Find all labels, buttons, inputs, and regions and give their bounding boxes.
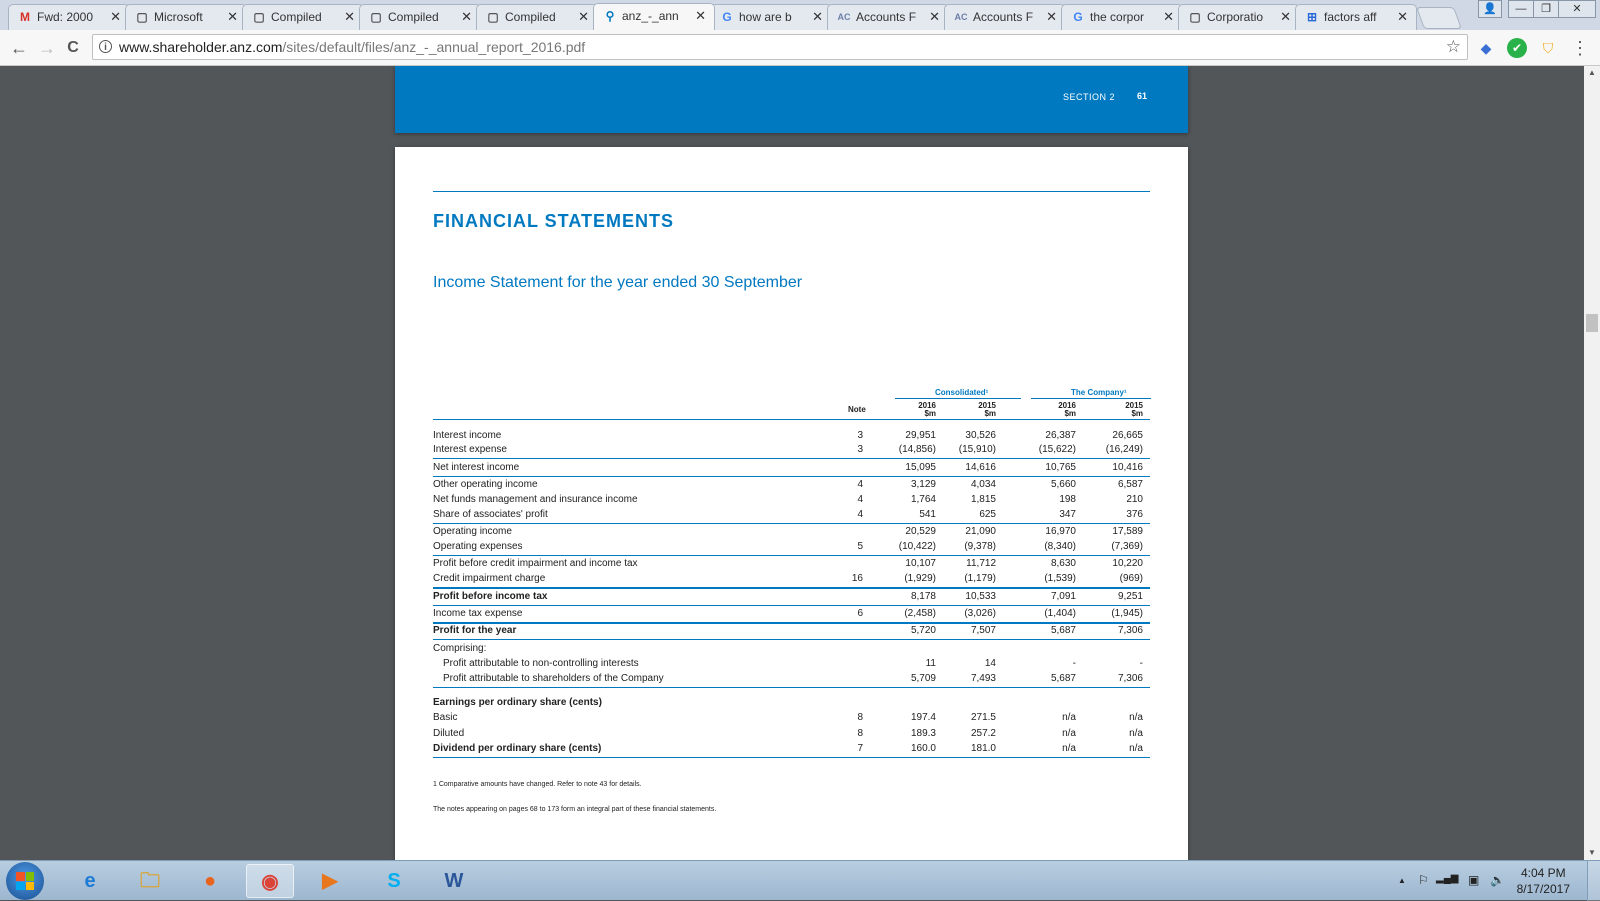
tab-label: anz_-_ann [622,9,679,23]
row-value: (3,026) [964,608,996,619]
row-label: Operating income [433,526,512,537]
unit-label: $m [924,409,936,418]
tab-label: Fwd: 2000 [37,10,94,24]
tab-7[interactable] [827,4,949,30]
scroll-down-arrow-icon[interactable]: ▼ [1588,848,1596,857]
table-row [433,443,1150,457]
row-label: Profit attributable to shareholders of the Company [443,673,664,684]
company-header: The Company¹ [1071,388,1127,397]
row-value: 29,951 [905,430,936,441]
row-value: 10,416 [1112,462,1143,473]
address-bar[interactable] [92,34,1468,60]
table-row [433,590,1150,604]
taskbar-skype-icon[interactable]: S [387,870,401,892]
tab-favicon-icon: G [1073,10,1083,24]
tab-favicon-icon: ▢ [253,10,265,24]
tab-close-icon[interactable]: ✕ [578,9,589,24]
tab-favicon-icon: AC [837,12,851,22]
row-label: Interest expense [433,444,507,455]
row-divider [433,605,1150,606]
row-label: Profit before credit impairment and income tax [433,558,638,569]
taskbar-media-icon[interactable]: ▶ [322,870,338,892]
table-row [433,540,1150,554]
row-value: 5,687 [1050,625,1076,636]
tab-label: factors aff [1324,10,1377,24]
year-label: 2015 [978,401,996,410]
tab-3[interactable] [359,4,481,30]
tab-8[interactable] [944,4,1066,30]
row-value: (1,179) [964,573,996,584]
tab-0[interactable] [8,4,130,30]
url-domain: www.shareholder.anz.com [119,39,283,55]
table-row [433,696,1150,710]
row-value: 14,616 [965,462,996,473]
table-row [433,461,1150,475]
row-value: 5,687 [1050,673,1076,684]
row-label: Other operating income [433,479,538,490]
tab-favicon-icon: ▢ [1189,10,1201,24]
row-note: 3 [857,430,863,441]
url-text[interactable] [119,39,585,55]
footnote: 1 Comparative amounts have changed. Refer to note 43 for details. [433,781,642,788]
taskbar-word-icon[interactable]: W [444,870,464,892]
year-column-header [1036,402,1076,418]
back-button[interactable]: ← [10,38,28,58]
row-label: Net interest income [433,462,520,473]
table-row [433,607,1150,621]
pdf-viewer[interactable] [0,66,1584,860]
row-value: - [1072,658,1076,669]
tab-10[interactable] [1178,4,1300,30]
tab-favicon-icon: ▢ [136,10,148,24]
reload-button[interactable]: C [67,39,79,56]
row-value: 198 [1059,494,1076,505]
table-row [433,624,1150,638]
year-label: 2016 [1058,401,1076,410]
tab-close-icon[interactable]: ✕ [695,8,706,23]
scroll-thumb[interactable] [1586,314,1598,332]
tab-favicon-icon: M [20,10,30,24]
section-label: SECTION 2 [1062,92,1115,102]
table-header-rule [433,419,1150,420]
tab-strip [0,0,1600,30]
row-value: 6,587 [1117,479,1143,490]
tab-label: Compiled [271,10,322,24]
bookmark-star-icon[interactable]: ☆ [1445,37,1461,56]
tab-label: Accounts F [856,10,917,24]
row-value: (15,622) [1038,444,1076,455]
row-label: Profit before income tax [433,591,548,602]
row-note: 16 [851,573,863,584]
tab-favicon-icon: ⊞ [1306,10,1318,24]
row-label: Share of associates' profit [433,509,548,520]
tab-label: the corpor [1090,10,1145,24]
row-value: 1,815 [970,494,996,505]
row-value: 26,665 [1112,430,1143,441]
tab-4[interactable] [476,4,598,30]
year-column-header [956,402,996,418]
note-column-header: Note [848,405,866,414]
row-note: 8 [857,728,863,739]
browser-toolbar [0,30,1600,66]
tab-close-icon[interactable]: ✕ [344,9,355,24]
tab-11[interactable] [1295,4,1417,30]
row-value: 347 [1059,509,1076,520]
tab-6[interactable] [710,4,832,30]
row-value: - [1139,658,1143,669]
row-note: 7 [857,743,863,754]
page-number: 61 [1136,91,1147,101]
tab-favicon-icon: ▢ [487,10,499,24]
row-value: 17,589 [1112,526,1143,537]
start-button[interactable] [6,862,44,900]
row-value: 541 [919,509,936,520]
row-label: Comprising: [433,643,487,654]
row-label: Dividend per ordinary share (cents) [433,743,602,754]
top-divider [433,191,1150,192]
row-value: 10,220 [1112,558,1143,569]
row-value: 1,764 [910,494,936,505]
row-value: 26,387 [1045,430,1076,441]
row-note: 4 [857,479,863,490]
row-value: n/a [1129,712,1143,723]
tab-close-icon[interactable]: ✕ [1163,9,1174,24]
footer-note: The notes appearing on pages 68 to 173 form an integral part of these financial statements. [433,806,717,813]
row-value: (9,378) [964,541,996,552]
row-label: Earnings per ordinary share (cents) [433,697,602,708]
taskbar [0,860,1600,900]
row-label: Credit impairment charge [433,573,546,584]
forward-button[interactable]: → [38,38,56,58]
windows-logo-icon [16,872,34,890]
row-value: 625 [979,509,996,520]
unit-label: $m [1131,409,1143,418]
tab-5[interactable] [593,3,715,30]
consolidated-header: Consolidated¹ [935,388,989,397]
row-divider [433,555,1150,556]
tab-favicon-icon: G [722,10,732,24]
row-value: 16,970 [1045,526,1076,537]
table-row [433,742,1150,756]
tab-9[interactable] [1061,4,1183,30]
pdf-page [395,147,1188,860]
row-value: 5,709 [910,673,936,684]
taskbar-chrome-icon[interactable]: ◉ [246,864,294,898]
row-label: Income tax expense [433,608,523,619]
taskbar-firefox-icon[interactable]: ● [203,870,217,892]
table-row [433,572,1150,586]
close-window-button[interactable]: ✕ [1558,0,1596,18]
row-divider [433,458,1150,459]
table-row [433,657,1150,671]
row-note: 3 [857,444,863,455]
table-row [433,429,1150,443]
row-value: 8,630 [1050,558,1076,569]
signal-icon[interactable]: ▂▄▆ [1436,873,1459,884]
year-label: 2016 [918,401,936,410]
row-value: 5,660 [1050,479,1076,490]
tab-label: how are b [739,10,792,24]
tab-close-icon[interactable]: ✕ [461,9,472,24]
row-value: n/a [1062,712,1076,723]
taskbar-explorer-icon[interactable]: 🗀 [140,870,160,892]
row-value: 189.3 [910,728,936,739]
tab-close-icon[interactable]: ✕ [1280,9,1291,24]
clock-time: 4:04 PM [1520,866,1566,880]
table-row [433,478,1150,492]
row-label: Basic [433,712,458,723]
row-value: 10,765 [1045,462,1076,473]
tab-close-icon[interactable]: ✕ [1046,9,1057,24]
tab-label: Accounts F [973,10,1034,24]
site-info-icon[interactable]: i [99,40,112,53]
year-column-header [1103,402,1143,418]
row-divider [433,523,1150,524]
table-row [433,642,1150,656]
row-value: 8,178 [910,591,936,602]
row-label: Profit attributable to non-controlling interests [443,658,639,669]
browser-menu-icon[interactable]: ⋮ [1571,38,1589,58]
row-divider [433,476,1150,477]
tab-label: Compiled [505,10,556,24]
tab-close-icon[interactable]: ✕ [812,9,823,24]
row-value: 3,129 [910,479,936,490]
row-value: 20,529 [905,526,936,537]
row-value: 11 [925,658,936,669]
show-desktop-button[interactable] [1587,861,1600,901]
new-tab-button[interactable] [1416,7,1462,29]
row-value: 11,712 [966,558,996,569]
tray-overflow-icon[interactable]: ▲ [1398,876,1406,885]
table-row [433,672,1150,686]
table-row [433,557,1150,571]
volume-icon[interactable]: 🔈 [1490,873,1505,887]
table-row [433,711,1150,725]
year-column-header [896,402,936,418]
row-value: 197.4 [910,712,936,723]
company-header-rule [1031,398,1151,399]
unit-label: $m [1064,409,1076,418]
tab-label: Compiled [388,10,439,24]
table-row [433,493,1150,507]
row-value: (2,458) [904,608,936,619]
row-value: 10,107 [905,558,936,569]
tab-close-icon[interactable]: ✕ [1397,9,1408,24]
url-path: /sites/default/files/anz_-_annual_report_2016.pdf [282,39,586,55]
tab-close-icon[interactable]: ✕ [110,9,121,24]
row-value: 5,720 [910,625,936,636]
tab-label: Microsoft [154,10,203,24]
tab-favicon-icon: AC [954,12,968,22]
row-divider [433,687,1150,688]
row-divider [433,757,1150,758]
user-profile-button[interactable]: 👤 [1478,0,1502,18]
row-note: 8 [857,712,863,723]
row-value: (1,539) [1044,573,1076,584]
tab-label: Corporatio [1207,10,1264,24]
minimize-button[interactable]: — [1508,0,1534,18]
tab-2[interactable] [242,4,364,30]
extension-shield-icon[interactable]: ⛉ [1542,40,1554,56]
row-label: Operating expenses [433,541,523,552]
row-value: 15,095 [905,462,936,473]
extension-diamond-icon[interactable]: ◆ [1480,40,1492,56]
row-value: (7,369) [1111,541,1143,552]
row-value: 271.5 [970,712,996,723]
row-value: (1,929) [904,573,936,584]
row-value: 7,306 [1117,673,1143,684]
row-value: 7,091 [1050,591,1076,602]
row-value: 160.0 [910,743,936,754]
row-value: 7,507 [970,625,996,636]
row-value: (15,910) [958,444,996,455]
tab-close-icon[interactable]: ✕ [929,9,940,24]
consolidated-header-rule [895,398,1021,399]
row-value: (14,856) [898,444,936,455]
row-label: Profit for the year [433,625,517,636]
tab-close-icon[interactable]: ✕ [227,9,238,24]
row-value: 257.2 [970,728,996,739]
extension-check-icon[interactable]: ✔ [1507,38,1527,58]
row-value: 376 [1126,509,1143,520]
row-value: (1,945) [1111,608,1143,619]
row-value: 9,251 [1117,591,1143,602]
year-label: 2015 [1125,401,1143,410]
row-note: 5 [857,541,863,552]
table-row [433,525,1150,539]
row-value: 14 [984,658,996,669]
row-divider [433,587,1150,589]
row-note: 4 [857,509,863,520]
table-row [433,727,1150,741]
row-value: 4,034 [970,479,996,490]
row-divider [433,622,1150,624]
row-value: 30,526 [965,430,996,441]
clock-date: 8/17/2017 [1516,882,1570,896]
row-value: n/a [1129,743,1143,754]
row-value: 21,090 [965,526,996,537]
row-value: 210 [1126,494,1143,505]
statement-title: Income Statement for the year ended 30 September [433,274,803,291]
row-label: Diluted [433,728,465,739]
vertical-scrollbar[interactable] [1584,66,1600,860]
row-value: 10,533 [965,591,996,602]
page-header-banner [395,66,1188,133]
tab-favicon-icon: ▢ [370,10,382,24]
document-heading: FINANCIAL STATEMENTS [433,211,674,231]
table-row [433,508,1150,522]
row-note: 6 [857,608,863,619]
row-value: (1,404) [1044,608,1076,619]
network-icon[interactable]: ▣ [1468,873,1480,887]
row-value: n/a [1062,743,1076,754]
tab-favicon-icon: ⚲ [605,9,615,23]
action-center-flag-icon[interactable]: ⚐ [1418,873,1429,887]
row-value: (10,422) [898,541,936,552]
unit-label: $m [984,409,996,418]
scroll-up-arrow-icon[interactable]: ▲ [1588,68,1596,77]
row-label: Interest income [433,430,502,441]
row-note: 4 [857,494,863,505]
row-divider [433,639,1150,640]
row-value: 7,493 [970,673,996,684]
row-value: 181.0 [970,743,996,754]
system-clock[interactable] [1517,865,1570,897]
restore-button[interactable]: ❐ [1533,0,1559,18]
row-value: (16,249) [1105,444,1143,455]
row-label: Net funds management and insurance income [433,494,638,505]
taskbar-ie-icon[interactable]: e [84,870,96,892]
tab-1[interactable] [125,4,247,30]
row-value: (8,340) [1044,541,1076,552]
row-value: (969) [1119,573,1143,584]
row-value: n/a [1129,728,1143,739]
row-value: n/a [1062,728,1076,739]
row-value: 7,306 [1117,625,1143,636]
